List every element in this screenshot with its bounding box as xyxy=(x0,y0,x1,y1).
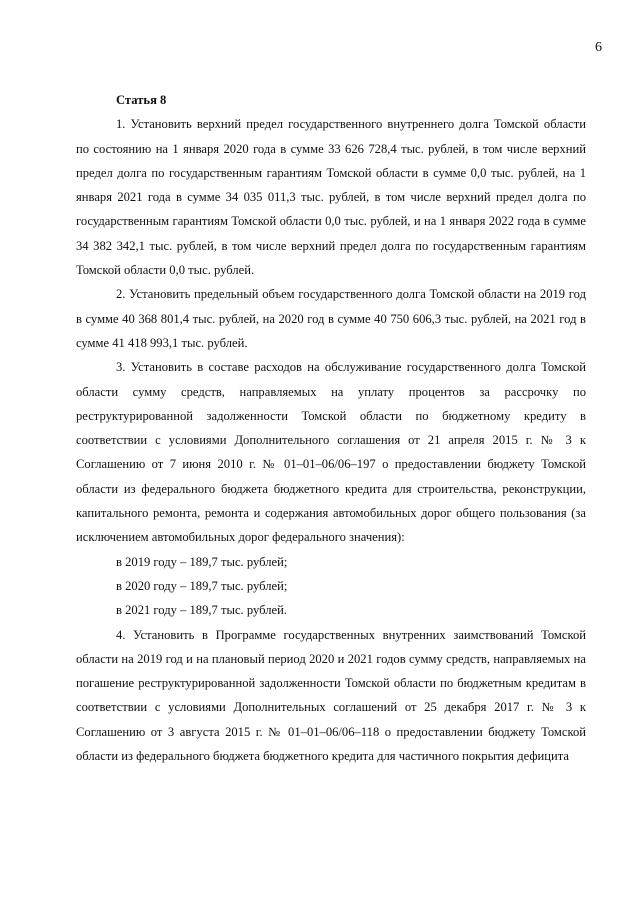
article-heading: Статья 8 xyxy=(116,93,167,107)
paragraph-2: 2. Установить предельный объем государственного долга Томской области на 2019 год в сумме 40 368 801,4 тыс. рублей, на 2020 год в сумме 40 750 606,3 тыс. рублей, на 2021 год в сумме 41 418 993,1 тыс. рублей. xyxy=(76,287,586,350)
list-item-2021: в 2021 году – 189,7 тыс. рублей. xyxy=(116,603,287,618)
paragraph-3: 3. Установить в составе расходов на обслуживание государственного долга Томской области сумму средств, направляемых на уплату процентов за рассрочку по реструктурированной задолженности Томской области по бюджетному кредиту в соответствии с условиями Дополнительного соглашения от 21 апреля 2015 г. № 3 к Соглашению от 7 июня 2010 г. № 01–01–06/06–197 о предоставлении бюджету Томской области из федерального бюджета бюджетного кредита для строительства, реконструкции, капитального ремонта, ремонта и содержания автомобильных дорог общего пользования (за исключением автомобильных дорог федерального значения): xyxy=(76,360,586,545)
document-body xyxy=(76,88,586,768)
paragraph-4: 4. Установить в Программе государственных внутренних заимствований Томской области на 2019 год и на плановый период 2020 и 2021 годов сумму средств, направляемых на погашение реструктурированной задолженности Томской области по бюджетным кредитам в соответствии с условиями Дополнительных соглашений от 25 декабря 2017 г. № 3 к Соглашению от 3 августа 2015 г. № 01–01–06/06–118 о предоставлении бюджету Томской области из федерального бюджета бюджетного кредита для частичного покрытия дефицита xyxy=(76,627,586,764)
list-item-2020: в 2020 году – 189,7 тыс. рублей; xyxy=(116,578,288,593)
page-number: 6 xyxy=(595,40,602,55)
paragraph-1: 1. Установить верхний предел государственного внутреннего долга Томской области по состоянию на 1 января 2020 года в сумме 33 626 728,4 тыс. рублей, в том числе верхний предел долга по государственным гарантиям Томской области в сумме 0,0 тыс. рублей, на 1 января 2021 года в сумме 34 035 011,3 тыс. рублей, в том числе верхний предел долга по государственным гарантиям Томской области 0,0 тыс. рублей, и на 1 января 2022 года в сумме 34 382 342,1 тыс. рублей, в том числе верхний предел долга по государственным гарантиям Томской области 0,0 тыс. рублей. xyxy=(76,117,586,278)
list-item-2019: в 2019 году – 189,7 тыс. рублей; xyxy=(116,554,288,569)
